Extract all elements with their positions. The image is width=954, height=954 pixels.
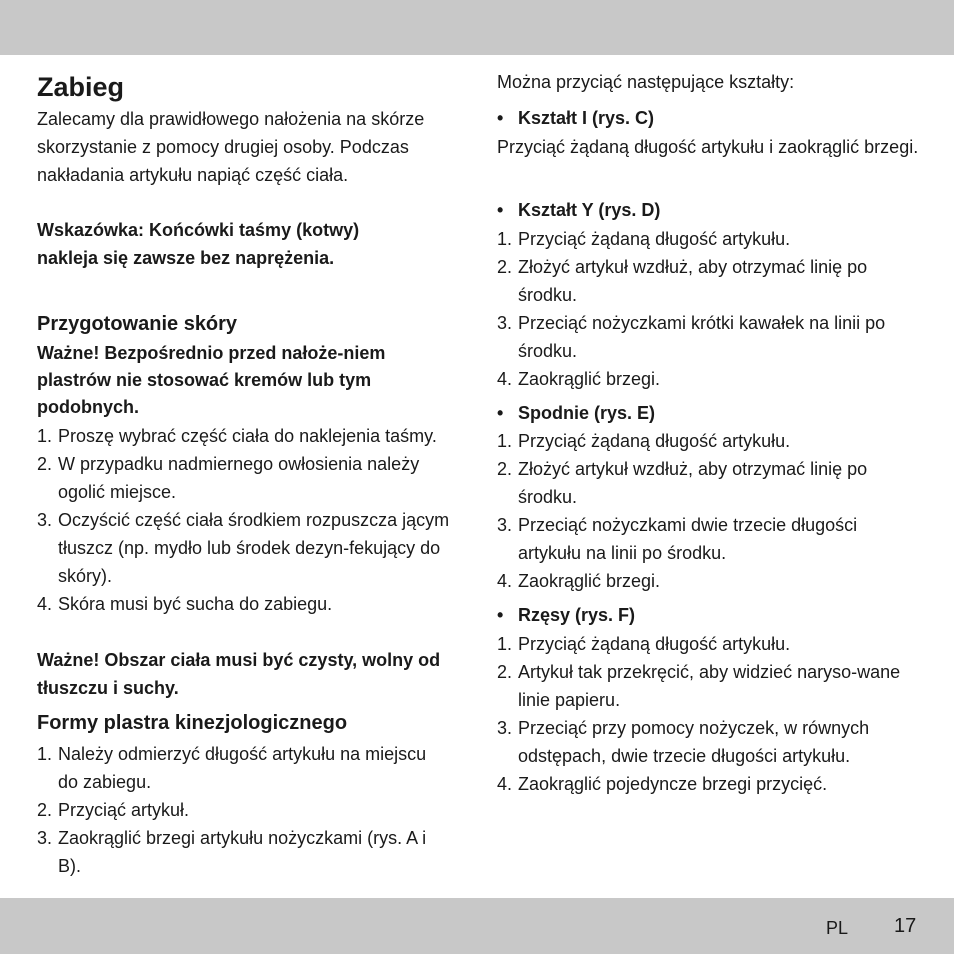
hint-paragraph: Wskazówka: Końcówki taśmy (kotwy) nakleja się zawsze bez naprężenia.: [37, 220, 360, 268]
list-item-text: Złożyć artykuł wzdłuż, aby otrzymać linię po środku.: [518, 459, 868, 507]
list-item-text: Przyciąć żądaną długość artykułu.: [518, 634, 791, 654]
list-item-text: Skóra musi być sucha do zabiegu.: [58, 594, 333, 614]
spodnie-title: Spodnie (rys. E): [518, 403, 656, 423]
list-item-number: 3.: [37, 828, 53, 848]
skin-heading: Przygotowanie skóry: [37, 313, 238, 335]
list-item: [37, 450, 452, 506]
shape-y-steps-list: [497, 225, 917, 393]
list-item: [37, 824, 427, 880]
bullet-icon: •: [497, 403, 504, 423]
list-item: [497, 567, 917, 595]
list-item-number: 2.: [497, 459, 513, 479]
skin-important-2: Ważne! Obszar ciała musi być czysty, wolny od tłuszczu i suchy.: [37, 650, 441, 698]
spodnie-label: [497, 399, 655, 427]
list-item-number: 4.: [497, 571, 513, 591]
list-item: [497, 253, 917, 309]
list-item-number: 2.: [497, 662, 513, 682]
list-item-number: 1.: [497, 431, 513, 451]
list-item-text: Oczyścić część ciała środkiem rozpuszcza jącym tłuszcz (np. mydło lub środek dezyn-fekujący do skóry).: [58, 510, 450, 586]
list-item-number: 3.: [497, 515, 513, 535]
shape-y-title: Kształt Y (rys. D): [518, 200, 661, 220]
page-title: Zabieg: [37, 72, 125, 102]
list-item-text: Przeciąć przy pomocy nożyczek, w równych odstępach, dwie trzecie długości artykułu.: [518, 718, 870, 766]
list-item: [497, 658, 917, 714]
list-item: [37, 740, 427, 796]
list-item-number: 1.: [37, 426, 53, 446]
list-item-number: 3.: [37, 510, 53, 530]
list-item: [497, 225, 917, 253]
list-item-text: Zaokrąglić pojedyncze brzegi przycięć.: [518, 774, 828, 794]
footer-bar: [0, 898, 954, 954]
list-item-number: 4.: [497, 774, 513, 794]
list-item-text: Zaokrąglić brzegi artykułu nożyczkami (rys. A i B).: [58, 828, 427, 876]
list-item: [37, 422, 452, 450]
list-item-text: Przeciąć nożyczkami krótki kawałek na linii po środku.: [518, 313, 886, 361]
list-item: [497, 714, 917, 770]
forms-heading: Formy plastra kinezjologicznego: [37, 712, 348, 734]
shape-y-label: [497, 196, 660, 224]
list-item-number: 3.: [497, 718, 513, 738]
rzesy-title: Rzęsy (rys. F): [518, 605, 636, 625]
list-item-number: 1.: [37, 744, 53, 764]
list-item-number: 4.: [497, 369, 513, 389]
list-item-text: Proszę wybrać część ciała do naklejenia taśmy.: [58, 426, 437, 446]
list-item: [497, 630, 917, 658]
list-item-text: Przyciąć żądaną długość artykułu.: [518, 229, 791, 249]
list-item-text: Artykuł tak przekręcić, aby widzieć naryso-wane linie papieru.: [518, 662, 901, 710]
list-item-text: Zaokrąglić brzegi.: [518, 369, 661, 389]
bullet-icon: •: [497, 108, 504, 128]
list-item-text: Przeciąć nożyczkami dwie trzecie długości artykułu na linii po środku.: [518, 515, 858, 563]
header-bar: [0, 0, 954, 55]
list-item-text: Przyciąć żądaną długość artykułu.: [518, 431, 791, 451]
skin-important: Ważne! Bezpośrednio przed nałoże-niem plastrów nie stosować kremów lub tym podobnych.: [37, 343, 386, 417]
list-item: [37, 796, 427, 824]
list-item-text: Złożyć artykuł wzdłuż, aby otrzymać linię po środku.: [518, 257, 868, 305]
list-item: [497, 511, 917, 567]
list-item-number: 1.: [497, 634, 513, 654]
shapes-intro: Można przyciąć następujące kształty:: [497, 72, 795, 92]
rzesy-label: [497, 601, 635, 629]
language-code: PL: [826, 918, 849, 938]
list-item: [497, 455, 917, 511]
list-item-number: 4.: [37, 594, 53, 614]
list-item-text: Przyciąć artykuł.: [58, 800, 190, 820]
list-item: [37, 590, 452, 618]
list-item: [497, 427, 917, 455]
skin-steps-list: [37, 422, 452, 618]
list-item-number: 2.: [37, 800, 53, 820]
spodnie-steps-list: [497, 427, 917, 595]
rzesy-steps-list: [497, 630, 917, 798]
forms-steps-list: [37, 740, 427, 880]
shape-i-text: Przyciąć żądaną długość artykułu i zaokrąglić brzegi.: [497, 137, 919, 157]
list-item-text: W przypadku nadmiernego owłosienia należy ogolić miejsce.: [58, 454, 420, 502]
bullet-icon: •: [497, 200, 504, 220]
list-item-number: 2.: [497, 257, 513, 277]
list-item-text: Należy odmierzyć długość artykułu na miejscu do zabiegu.: [58, 744, 427, 792]
list-item: [497, 770, 917, 798]
bullet-icon: •: [497, 605, 504, 625]
list-item-number: 3.: [497, 313, 513, 333]
list-item: [497, 365, 917, 393]
list-item: [497, 309, 917, 365]
intro-paragraph: Zalecamy dla prawidłowego nałożenia na skórze skorzystanie z pomocy drugiej osoby. Podczas nakładania artykułu napiąć część ciała.: [37, 109, 425, 185]
list-item: [37, 506, 452, 590]
shape-i-title: Kształt I (rys. C): [518, 108, 655, 128]
list-item-text: Zaokrąglić brzegi.: [518, 571, 661, 591]
shape-i-label: [497, 104, 654, 132]
list-item-number: 1.: [497, 229, 513, 249]
list-item-number: 2.: [37, 454, 53, 474]
page-number: 17: [894, 915, 917, 937]
